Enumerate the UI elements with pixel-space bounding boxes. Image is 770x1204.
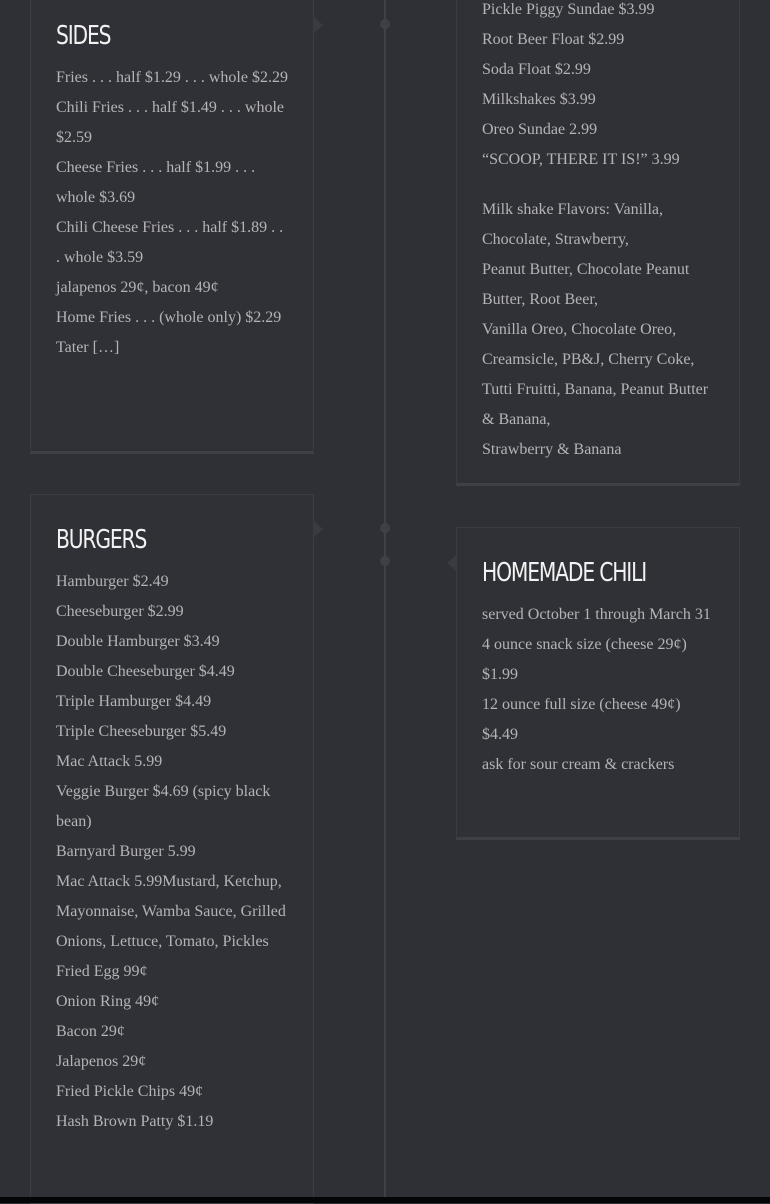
timeline-dot — [380, 556, 390, 566]
burgers-card — [30, 494, 314, 1204]
list-item: 12 ounce full size (cheese 49¢) $4.49 — [482, 696, 681, 743]
burgers-title: BURGERS — [56, 525, 147, 555]
sides-card — [30, 0, 314, 454]
list-item: Veggie Burger $4.69 (spicy black bean) — [56, 783, 271, 830]
list-item: Milkshakes $3.99 — [482, 91, 596, 108]
timeline-dot — [380, 19, 390, 29]
list-item: Soda Float $2.99 — [482, 61, 591, 78]
card-pointer-arrow — [447, 555, 456, 571]
list-item: jalapenos 29¢, bacon 49¢ — [56, 279, 219, 296]
list-item: Vanilla Oreo, Chocolate Oreo, Creamsicle, PB&J, Cherry Coke, Tutti Fruitti, Banana, Peanut Butter & Banana, — [482, 321, 709, 428]
list-item: Home Fries . . . (whole only) $2.29 — [56, 309, 282, 326]
chili-title: HOMEMADE CHILI — [482, 558, 647, 588]
list-item: Fries . . . half $1.29 . . . whole $2.29 — [56, 69, 288, 86]
list-item: Peanut Butter, Chocolate Peanut Butter, Root Beer, — [482, 261, 690, 308]
sides-title: SIDES — [56, 21, 111, 51]
list-item: Strawberry & Banana — [482, 441, 622, 458]
burgers-list — [56, 567, 288, 1137]
list-item: Bacon 29¢ — [56, 1023, 125, 1040]
list-item: ask for sour cream & crackers — [482, 756, 675, 773]
list-item: 4 ounce snack size (cheese 29¢) $1.99 — [482, 636, 687, 683]
chili-card — [456, 527, 740, 840]
list-item: Milk shake Flavors: Vanilla, Chocolate, Strawberry, — [482, 201, 664, 248]
list-item: Pickle Piggy Sundae $3.99 — [482, 1, 655, 18]
page-bottom-bar — [0, 1197, 770, 1203]
chili-list — [482, 600, 714, 780]
desserts-card — [456, 0, 740, 486]
milkshake-flavors-list — [482, 195, 714, 465]
list-item: “SCOOP, THERE IT IS!” 3.99 — [482, 151, 680, 168]
timeline-line — [384, 0, 386, 1197]
list-item: Hamburger $2.49 — [56, 573, 169, 590]
list-item: Cheese Fries . . . half $1.99 . . . whole $3.69 — [56, 159, 256, 206]
list-item: Cheeseburger $2.99 — [56, 603, 184, 620]
list-item: Barnyard Burger 5.99 — [56, 843, 196, 860]
list-item: Double Hamburger $3.49 — [56, 633, 220, 650]
timeline-dot — [380, 523, 390, 533]
list-item: Triple Cheeseburger $5.49 — [56, 723, 227, 740]
list-item: Onion Ring 49¢ — [56, 993, 160, 1010]
list-item: served October 1 through March 31 — [482, 606, 711, 623]
list-item: Chili Cheese Fries . . . half $1.89 . . . whole $3.59 — [56, 219, 284, 266]
sides-list — [56, 63, 288, 363]
list-item: Oreo Sundae 2.99 — [482, 121, 598, 138]
card-pointer-arrow — [314, 521, 323, 537]
list-item: Mac Attack 5.99Mustard, Ketchup, Mayonnaise, Wamba Sauce, Grilled Onions, Lettuce, Tomato, Pickles — [56, 873, 286, 950]
list-item: Tater […] — [56, 339, 120, 356]
list-item: Jalapenos 29¢ — [56, 1053, 147, 1070]
list-item: Fried Pickle Chips 49¢ — [56, 1083, 204, 1100]
list-item: Mac Attack 5.99 — [56, 753, 163, 770]
list-item: Hash Brown Patty $1.19 — [56, 1113, 214, 1130]
list-item: Fried Egg 99¢ — [56, 963, 148, 980]
list-item: Root Beer Float $2.99 — [482, 31, 625, 48]
list-item: Triple Hamburger $4.49 — [56, 693, 212, 710]
desserts-list — [482, 0, 714, 175]
card-pointer-arrow — [314, 17, 323, 33]
list-item: Chili Fries . . . half $1.49 . . . whole $2.59 — [56, 99, 284, 146]
list-item: Double Cheeseburger $4.49 — [56, 663, 235, 680]
